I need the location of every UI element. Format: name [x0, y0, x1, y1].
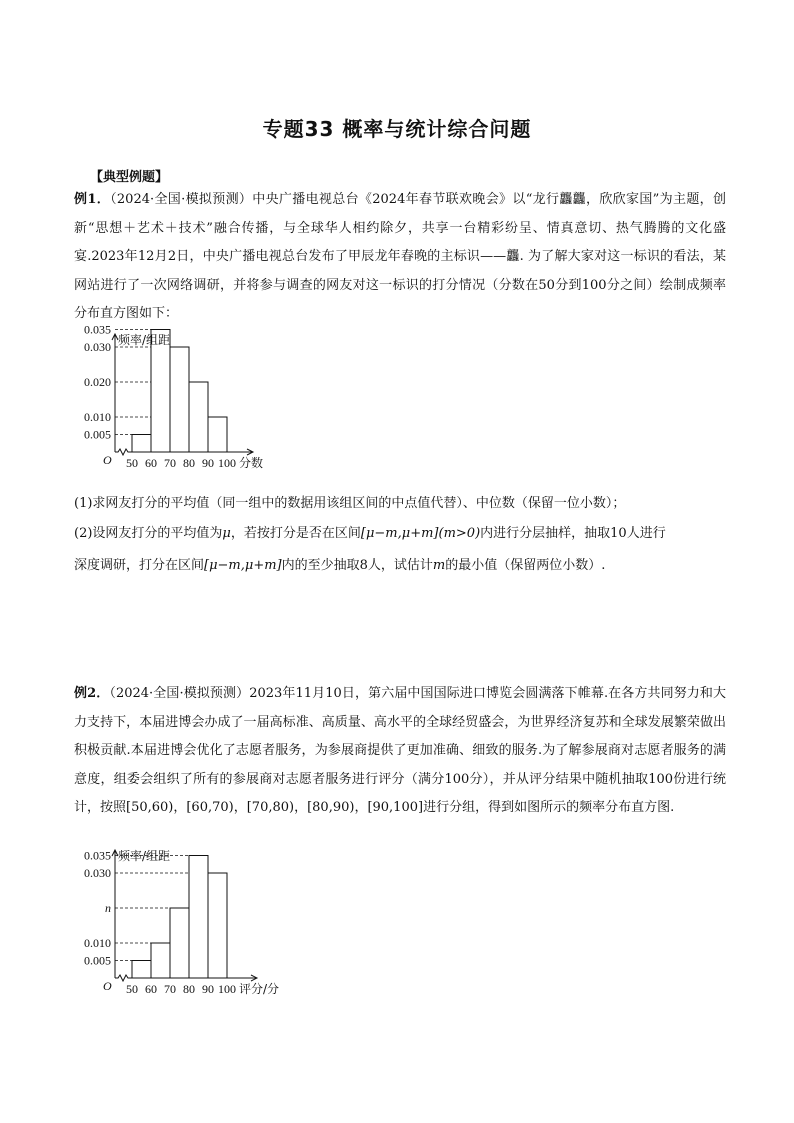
histogram-bar [132, 961, 151, 979]
histogram-bar [132, 435, 151, 453]
page-title: 专题33 概率与统计综合问题 [262, 117, 532, 141]
y-tick-label: 0.010 [84, 410, 111, 424]
x-tick-label: 90 [202, 982, 214, 996]
x-axis-title: 分数 [239, 456, 264, 470]
x-tick-label: 70 [164, 982, 176, 996]
q2-text-a: (2)设网友打分的平均值为 [74, 526, 223, 541]
x-tick-label: 100 [218, 456, 236, 470]
histogram-bar [170, 347, 189, 452]
question-2-line-2 [74, 556, 734, 576]
histogram-1 [72, 322, 312, 485]
y-axis-title: 频率/组距 [118, 333, 171, 347]
question-2-line-1 [74, 524, 734, 544]
mu-symbol: μ [222, 526, 231, 541]
y-tick-label: n [105, 901, 111, 915]
x-tick-label: 90 [202, 456, 214, 470]
example-1-text [74, 186, 726, 329]
q2-text-c: 内进行分层抽样，抽取10人进行 [480, 526, 666, 541]
y-tick-label: 0.030 [84, 866, 111, 880]
q2-text-f: 的最小值（保留两位小数）. [445, 558, 606, 573]
origin-label: O [103, 979, 112, 993]
x-tick-label: 50 [126, 456, 138, 470]
histogram-bar [189, 856, 208, 979]
y-tick-label: 0.030 [84, 340, 111, 354]
histogram-bar [208, 873, 227, 978]
x-tick-label: 80 [183, 982, 195, 996]
x-tick-label: 70 [164, 456, 176, 470]
histogram-bar [170, 908, 189, 978]
histogram-bar [151, 943, 170, 978]
x-tick-label: 50 [126, 982, 138, 996]
histogram-2 [72, 846, 332, 1006]
histogram-bar [151, 330, 170, 453]
interval-expression: [μ−m,μ+m] [360, 526, 439, 541]
x-tick-label: 100 [218, 982, 236, 996]
m-symbol: m [432, 558, 446, 573]
example-2-label: 例2． [74, 686, 110, 701]
histogram-bar [208, 417, 227, 452]
example-2-text [74, 680, 726, 823]
q2-text-e: 内的至少抽取8人，试估计 [281, 558, 433, 573]
y-tick-label: 0.035 [84, 848, 111, 863]
y-tick-label: 0.020 [84, 375, 111, 389]
example-1-label: 例1． [74, 192, 111, 207]
q2-text-b: ，若按打分是否在区间 [230, 526, 361, 541]
interval-expression-2: [μ−m,μ+m] [204, 558, 282, 573]
question-1: (1)求网友打分的平均值（同一组中的数据用该组区间的中点值代替）、中位数（保留一位小数）； [74, 496, 626, 511]
x-tick-label: 60 [145, 456, 157, 470]
q2-text-d: 深度调研，打分在区间 [74, 558, 205, 573]
x-tick-label: 60 [145, 982, 157, 996]
x-tick-label: 80 [183, 456, 195, 470]
y-tick-label: 0.010 [84, 936, 111, 950]
example-1-body: （2024·全国·模拟预测）中央广播电视总台《2024年春节联欢晚会》以“龙行龘龘，欣欣家国”为主题，创新“思想＋艺术＋技术”融合传播，与全球华人相约除夕，共享一台精彩纷呈、情真意切、热气腾腾的文化盛宴.2023年12月2日，中央广播电视总台发布了甲辰龙年春晚的主标识——龘. 为了解大家对这一标识的看法，某网站进行了一次网络调研，并将参与调查的网友对这一标识的打分情况（分数在50分到100分之间）绘制成频率分布直方图如下： [74, 192, 727, 321]
y-tick-label: 0.005 [84, 427, 111, 442]
origin-label: O [103, 453, 112, 467]
histogram-bar [189, 382, 208, 452]
m-condition: (m>0) [438, 526, 481, 541]
y-tick-label: 0.005 [84, 953, 111, 968]
x-axis-title: 评分/分 [239, 982, 280, 996]
example-2-body: （2024·全国·模拟预测）2023年11月10日，第六届中国国际进口博览会圆满落下帷幕.在各方共同努力和大力支持下，本届进博会办成了一届高标准、高质量、高水平的全球经贸盛会，为世界经济复苏和全球发展繁荣做出积极贡献.本届进博会优化了志愿者服务，为参展商提供了更加准确、细致的服务.为了解参展商对志愿者服务的满意度，组委会组织了所有的参展商对志愿者服务进行评分（满分100分），并从评分结果中随机抽取100份进行统计，按照[50,60)，[60,70)，[70,80)，[80,90)，[90,100]进行分组，得到如图所示的频率分布直方图. [74, 686, 726, 815]
y-tick-label: 0.035 [84, 322, 111, 337]
section-heading: 【典型例题】 [90, 170, 169, 185]
y-axis-title: 频率/组距 [118, 849, 171, 863]
